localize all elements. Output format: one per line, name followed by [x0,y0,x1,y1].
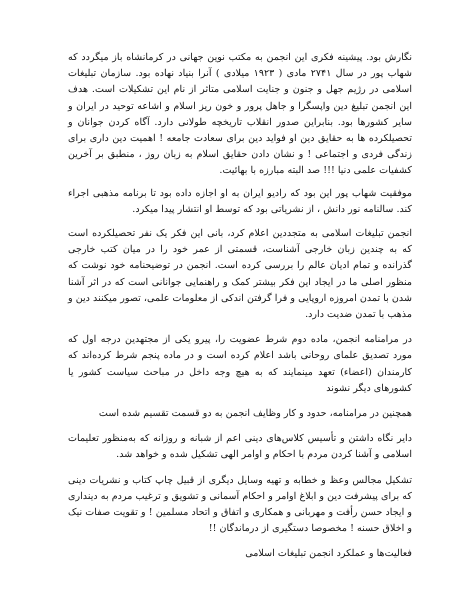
paragraph: انجمن تبلیغات اسلامی به متجددین اعلام کرد، بانی این فکر یک نفر تحصیلکرده است که به چندین زبان خارجی آشناست، قسمتی از عمر خود را در میان کتب خارجی گذرانده و تمام ادیان عالم را بررسی کرده است. انجمن در توضیحنامه خود نوشت که منظور اصلی ما در ایجاد این فکر بیشتر کمک و راهنمایی جوانانی است که در اثر آشنا شدن با تمدن امروزه اروپایی و فرا گرفتن اندکی از معلومات علمی، تصور میکنند دین و مذهب با تمدن ضدیت دارد. [68,228,412,321]
paragraph: موفقیت شهاب پور این بود که رادیو ایران به او اجازه داده بود تا برنامه مذهبی اجراء کند. سالنامه نور دانش ، از نشریاتی بود که توسط او انتشار پیدا میکرد. [68,187,412,215]
paragraph: در مرامنامه انجمن، ماده دوم شرط عضویت را، پیرو یکی از مجتهدین درجه اول که مورد تصدیق علمای روحانی باشد اعلام کرده است و در ماده پنجم شرط کرده‌اند که کارمندان (اعضاء) تعهد مینمایند که به هیچ وجه داخل در مباحث سیاست کشور یا کشورهای دیگر نشوند [68,334,412,394]
section-heading: فعالیت‌ها و عملکرد انجمن تبلیغات اسلامی [245,548,412,560]
paragraph: همچنین در مرامنامه، حدود و کار وظایف انجمن به دو قسمت تقسیم شده است [98,408,412,420]
paragraph: تشکیل مجالس وعظ و خطابه و تهیه وسایل دیگری از قبیل چاپ کتاب و نشریات دینی که برای پیشرفت دین و ابلاغ اوامر و احکام آسمانی و تشویق و ترغیب مردم به دینداری و ایجاد حسن رأفت و مهربانی و همکاری و اتفاق و اتحاد مسلمین ! و تقویت صفات نیک و اخلاق حسنه ! مخصوصا دستگیری از درماندگان !! [68,474,412,535]
paragraph: دایر نگاه داشتن و تأسیس کلاس‌های دینی اعم از شبانه و روزانه که به‌منظور تعلیمات اسلامی و آشنا کردن مردم با احکام و اوامر الهی تشکیل شده و خواهد شد. [68,433,412,461]
document-body [68,50,412,563]
paragraph: نگارش بود. پیشینه فکری این انجمن به مکتب نوین جهانی در کرمانشاه باز میگردد که شهاب پور در سال ۲۷۴۱ مادی ( ۱۹۲۳ میلادی ) آنرا بنیاد نهاده بود. سازمان تبلیغات اسلامی در رژیم جهل و جنون و جنایت اسلامی متاثر از نام این تشکیلات است. هدف این انجمن تبلیغ دین واپسگرا و جاهل پرور و خون ریز اسلام و اشاعه توحید در ایران و سایر کشورها بود. بنابراین صدور انقلاب تاریخچه طولانی دارد. آگاه کردن جوانان و تحصیلکرده ها به حقایق دین او فواید دین برای سعادت جامعه ! اهمیت دین داری برای زندگی فردی و اجتماعی ! و نشان دادن حقایق اسلام به زبان روز ، منطبق بر آخرین کشفیات علمی دنیا !!! صد البته مبارزه با بهائیت. [68,52,412,177]
